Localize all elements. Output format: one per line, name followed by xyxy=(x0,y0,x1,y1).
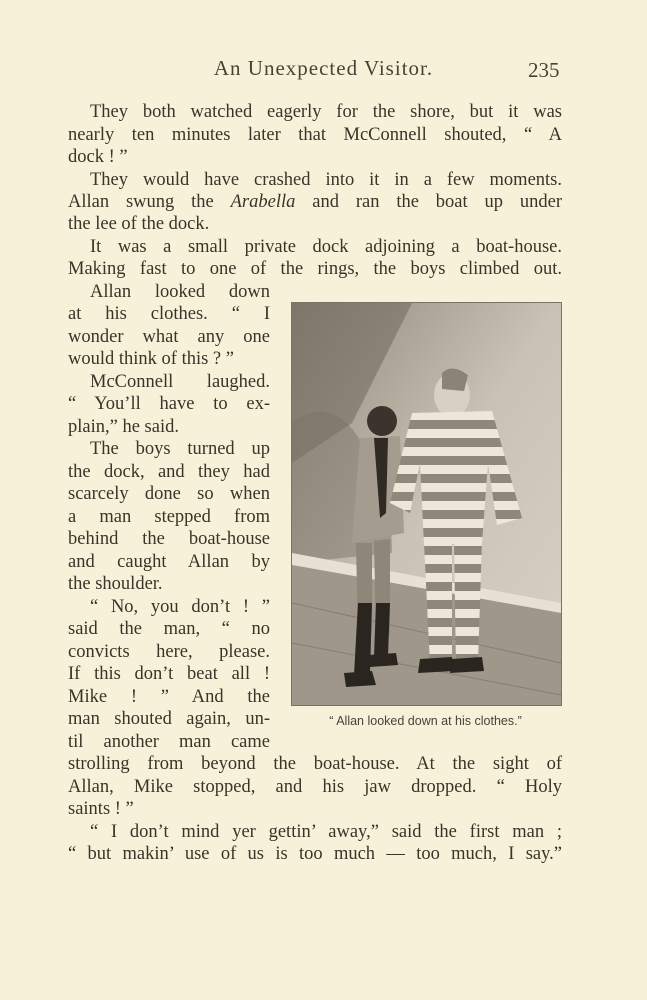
text-line: would think of this ? ” xyxy=(68,349,234,369)
text-line: strolling from beyond the boat-house. At the sight of xyxy=(68,754,562,774)
text-line: plain,” he said. xyxy=(68,417,179,437)
text-line: “ No, you don’t ! ” xyxy=(90,597,270,617)
text-line: “ I don’t mind yer gettin’ away,” said the first man ; xyxy=(90,822,562,842)
text-line: the dock, and they had xyxy=(68,462,270,482)
text-line: They would have crashed into it in a few moments. xyxy=(90,170,562,190)
text-line: wonder what any one xyxy=(68,327,270,347)
running-header-title: An Unexpected Visitor. xyxy=(213,56,434,80)
text-line: McConnell laughed. xyxy=(90,372,270,392)
text-line: man shouted again, un- xyxy=(68,709,270,729)
text-line: Allan, Mike stopped, and his jaw dropped. “ Holy xyxy=(68,777,562,797)
text-line: behind the boat-house xyxy=(68,529,270,549)
illustration-photo xyxy=(291,302,562,706)
text-line: til another man came xyxy=(68,732,270,752)
text-line: Making fast to one of the rings, the boys climbed out. xyxy=(68,259,562,279)
text-line: The boys turned up xyxy=(90,439,270,459)
text-line: Mike ! ” And the xyxy=(68,687,270,707)
text-line: Allan swung the Arabella and ran the boat up under xyxy=(68,192,562,212)
text-line: If this don’t beat all ! xyxy=(68,664,270,684)
text-line: a man stepped from xyxy=(68,507,270,527)
text-line: and caught Allan by xyxy=(68,552,270,572)
text-line: at his clothes. “ I xyxy=(68,304,270,324)
illustration-caption: “ Allan looked down at his clothes.” xyxy=(329,714,522,728)
text-line: saints ! ” xyxy=(68,799,134,819)
text-line: Allan looked down xyxy=(90,282,270,302)
text-line: scarcely done so when xyxy=(68,484,270,504)
text-line: “ You’ll have to ex- xyxy=(68,394,270,414)
text-line: dock ! ” xyxy=(68,147,128,167)
text-line: the shoulder. xyxy=(68,574,163,594)
boat-name: Arabella xyxy=(230,192,296,212)
illustration-image xyxy=(292,303,561,705)
text-line: They both watched eagerly for the shore, but it was xyxy=(90,102,562,122)
text-line: the lee of the dock. xyxy=(68,214,210,234)
text-line: said the man, “ no xyxy=(68,619,270,639)
text-line: “ but makin’ use of us is too much — too much, I say.” xyxy=(68,844,562,864)
text-line: nearly ten minutes later that McConnell shouted, “ A xyxy=(68,125,562,145)
text-line: It was a small private dock adjoining a boat-house. xyxy=(90,237,562,257)
page-number: 235 xyxy=(528,58,560,82)
text-line: convicts here, please. xyxy=(68,642,270,662)
